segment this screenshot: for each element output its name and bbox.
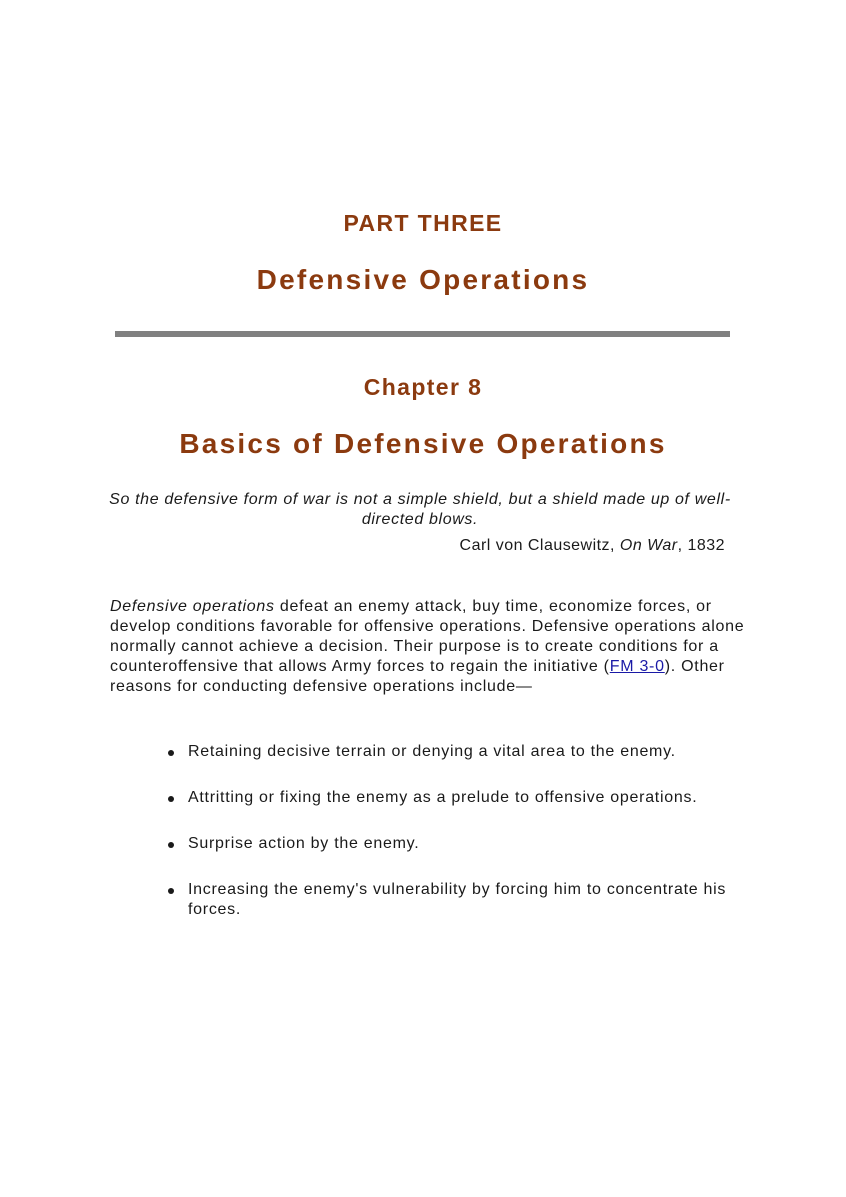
- attribution-work: On War: [619, 537, 678, 554]
- attribution-author: Carl von Clausewitz,: [459, 537, 615, 554]
- intro-text-after-link: ). Other reasons for conducting defensive operations include—: [110, 658, 725, 695]
- attribution-year: , 1832: [677, 537, 725, 554]
- section-divider: [115, 331, 730, 337]
- intro-text-before-link: defeat an enemy attack, buy time, economize forces, or develop conditions favorable for offensive operations. Defensive operations alone normally cannot achieve a decision. Their purpose is to create conditions for a counteroffensive that allows Army forces to regain the initiative (: [110, 598, 745, 675]
- chapter-title: Basics of Defensive Operations: [179, 428, 667, 459]
- bullet-icon: [168, 750, 174, 756]
- bullet-icon: [168, 796, 174, 802]
- reasons-list: [167, 742, 757, 946]
- epigraph-attribution: [460, 537, 725, 555]
- epigraph-quote: So the defensive form of war is not a simple shield, but a shield made up of well-directed blows.: [109, 491, 731, 528]
- chapter-label: Chapter 8: [363, 374, 483, 400]
- list-item-text: Attritting or fixing the enemy as a prelude to offensive operations.: [188, 789, 698, 806]
- fm-3-0-link[interactable]: FM 3-0: [609, 658, 665, 675]
- intro-term: Defensive operations: [110, 598, 275, 615]
- intro-paragraph: [110, 597, 758, 697]
- list-item: [167, 880, 757, 920]
- part-title: Defensive Operations: [256, 264, 590, 295]
- list-item-text: Increasing the enemy's vulnerability by forcing him to concentrate his forces.: [188, 881, 727, 918]
- part-label: PART THREE: [343, 210, 503, 236]
- bullet-icon: [168, 888, 174, 894]
- list-item: [167, 742, 757, 762]
- list-item: [167, 834, 757, 854]
- list-item-text: Retaining decisive terrain or denying a vital area to the enemy.: [188, 743, 676, 760]
- list-item-text: Surprise action by the enemy.: [188, 835, 420, 852]
- list-item: [167, 788, 757, 808]
- bullet-icon: [168, 842, 174, 848]
